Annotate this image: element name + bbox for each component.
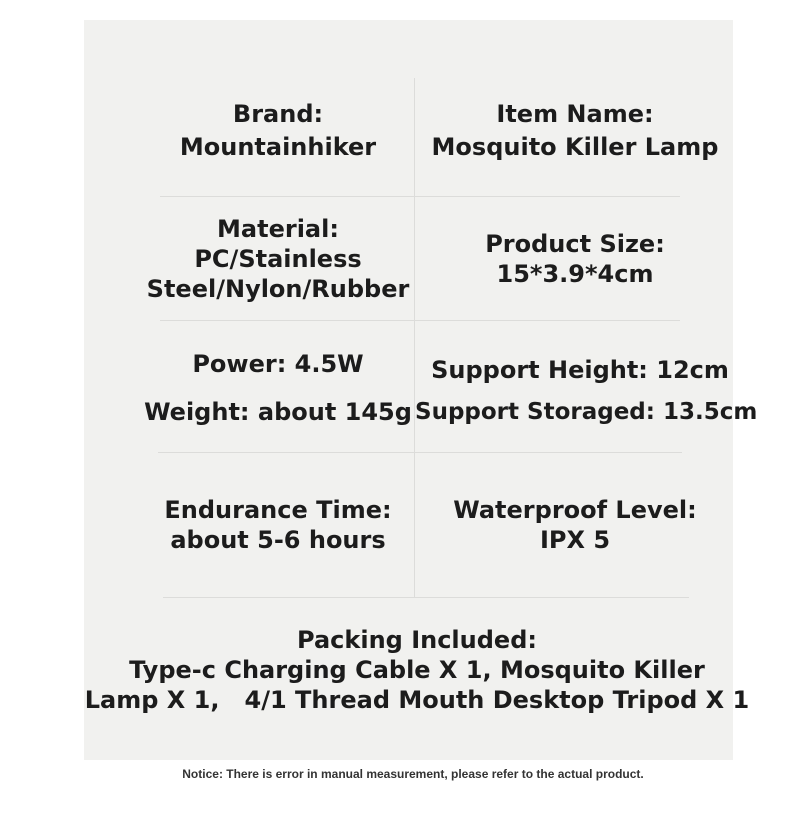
waterproof-cell [415, 495, 735, 555]
packing-cell [84, 625, 750, 715]
support-cell [415, 355, 758, 427]
material-line-2: Steel/Nylon/Rubber [146, 275, 410, 303]
power-value: Power: 4.5W [192, 350, 364, 378]
notice-text: Notice: There is error in manual measurement, please refer to the actual product. [182, 767, 644, 781]
brand-label: Brand: [232, 100, 324, 128]
brand-value: Mountainhiker [179, 133, 377, 161]
endurance-value: about 5-6 hours [170, 526, 386, 554]
endurance-label: Endurance Time: [164, 496, 392, 524]
material-label: Material: [217, 215, 339, 243]
packing-label: Packing Included: [297, 626, 537, 654]
packing-line-2: Lamp X 1, 4/1 Thread Mouth Desktop Tripod X 1 [84, 686, 750, 714]
waterproof-value: IPX 5 [539, 526, 611, 554]
row-divider-3 [158, 452, 682, 453]
row-divider-2 [160, 320, 680, 321]
row-divider-1 [160, 196, 680, 197]
endurance-cell [130, 495, 426, 555]
waterproof-label: Waterproof Level: [453, 496, 697, 524]
item-name-cell [415, 99, 735, 162]
item-name-label: Item Name: [496, 100, 654, 128]
support-height-value: Support Height: 12cm [431, 356, 729, 384]
product-size-value: 15*3.9*4cm [496, 260, 654, 288]
support-storaged-value: Support Storaged: 13.5cm [415, 399, 758, 425]
brand-cell [130, 99, 426, 162]
product-size-label: Product Size: [485, 230, 665, 258]
product-size-cell [415, 229, 735, 289]
material-cell [130, 214, 426, 304]
weight-value: Weight: about 145g [144, 398, 412, 426]
material-line-1: PC/Stainless [194, 245, 362, 273]
power-cell [130, 349, 426, 427]
packing-line-1: Type-c Charging Cable X 1, Mosquito Killer [129, 656, 705, 684]
row-divider-4 [163, 597, 689, 598]
item-name-value: Mosquito Killer Lamp [431, 133, 719, 161]
